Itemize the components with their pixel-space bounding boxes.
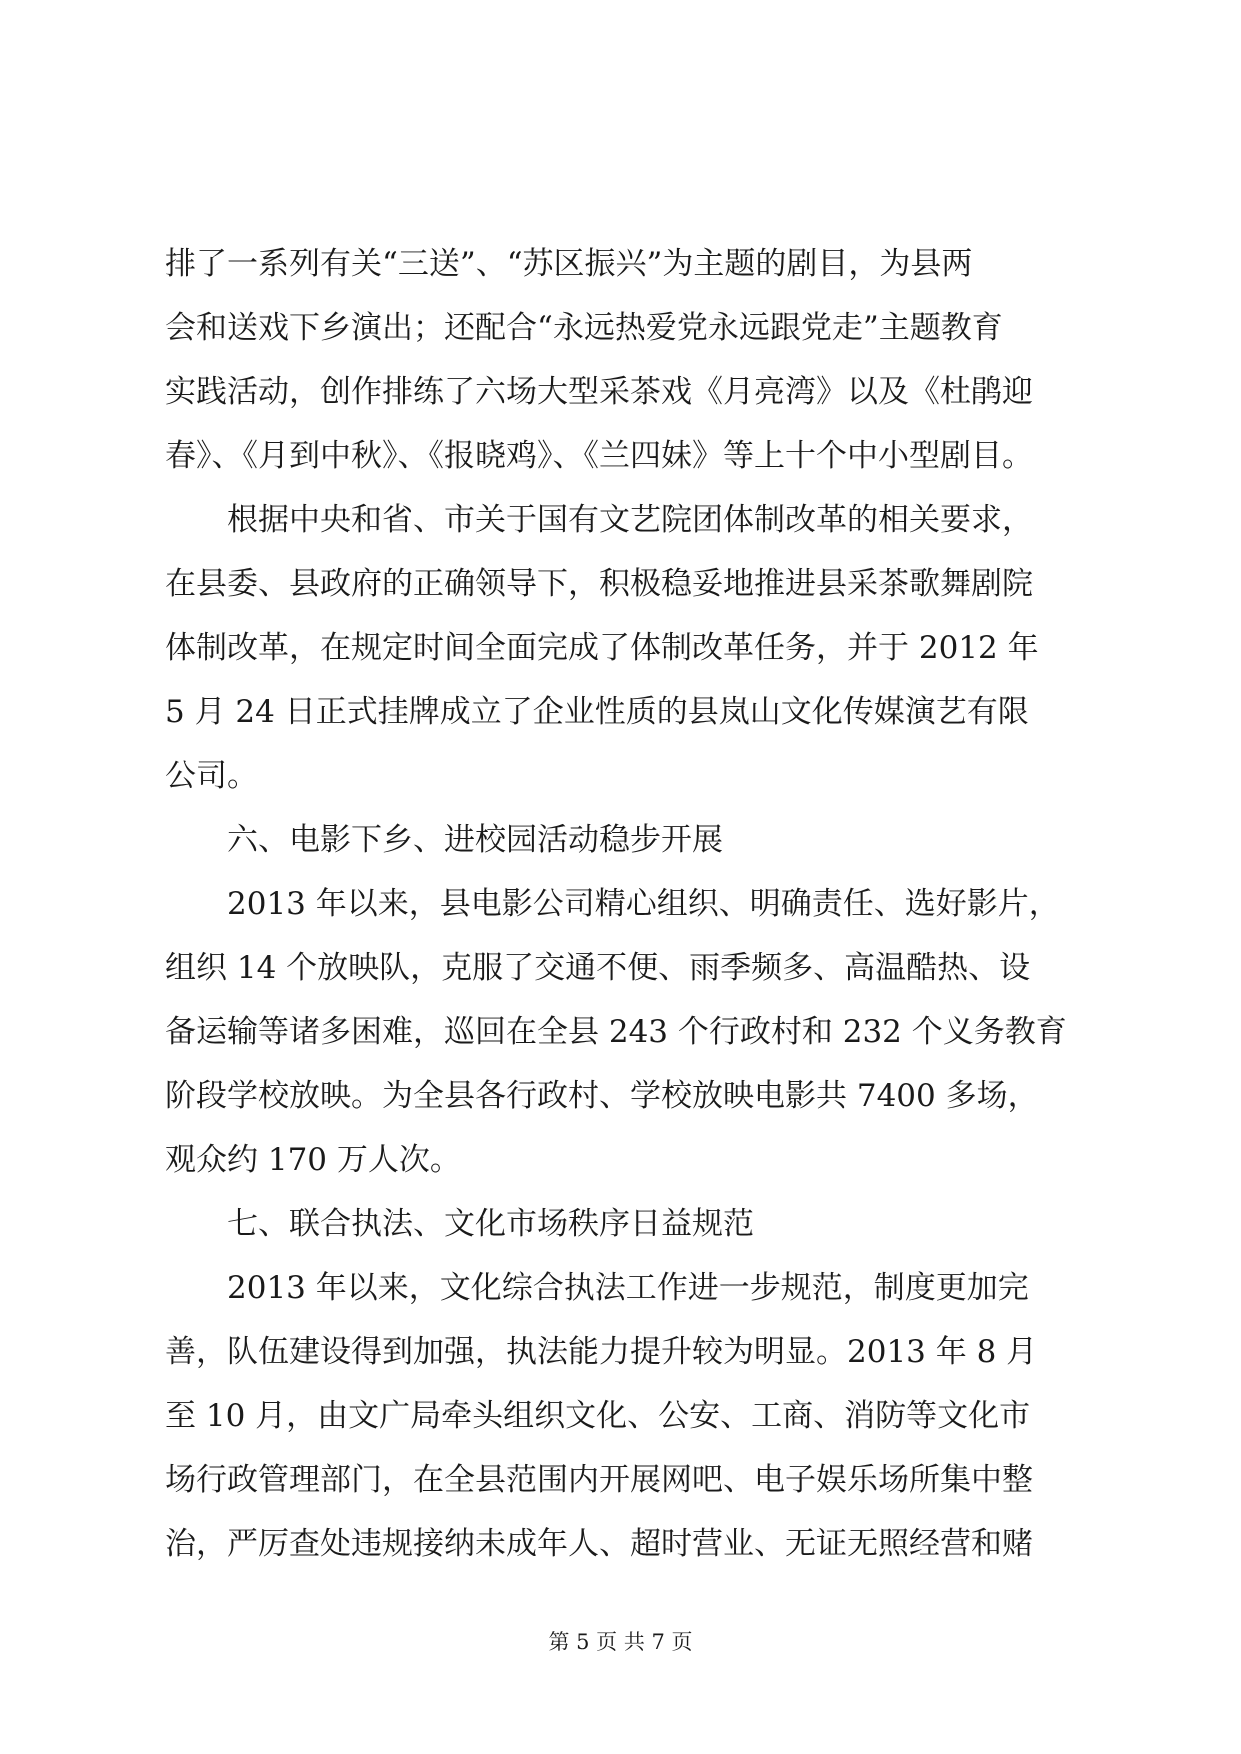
- body-text: [165, 232, 1085, 1576]
- text-line: 在县委、县政府的正确领导下，积极稳妥地推进县采茶歌舞剧院: [165, 566, 1033, 602]
- section-heading: 六、电影下乡、进校园活动稳步开展: [165, 822, 723, 858]
- page-footer: [0, 1627, 1241, 1657]
- text-line: 根据中央和省、市关于国有文艺院团体制改革的相关要求，: [165, 502, 1033, 538]
- text-line: 至 10 月，由文广局牵头组织文化、公安、工商、消防等文化市: [165, 1398, 1031, 1434]
- text-line: 公司。: [165, 758, 258, 794]
- text-line: 善，队伍建设得到加强，执法能力提升较为明显。2013 年 8 月: [165, 1334, 1038, 1370]
- page-number: 第 5 页 共 7 页: [548, 1630, 693, 1654]
- text-line: 会和送戏下乡演出；还配合“永远热爱党永远跟党走”主题教育: [165, 310, 1003, 346]
- text-line: 组织 14 个放映队，克服了交通不便、雨季频多、高温酷热、设: [165, 950, 1031, 986]
- text-line: 观众约 170 万人次。: [165, 1142, 461, 1178]
- text-line: 排了一系列有关“三送”、“苏区振兴”为主题的剧目，为县两: [165, 246, 973, 282]
- text-line: 2013 年以来，县电影公司精心组织、明确责任、选好影片，: [165, 886, 1060, 922]
- text-line: 体制改革，在规定时间全面完成了体制改革任务，并于 2012 年: [165, 630, 1039, 666]
- text-line: 备运输等诸多困难，巡回在全县 243 个行政村和 232 个义务教育: [165, 1014, 1067, 1050]
- text-line: 实践活动，创作排练了六场大型采茶戏《月亮湾》以及《杜鹃迎: [165, 374, 1033, 410]
- text-line: 场行政管理部门，在全县范围内开展网吧、电子娱乐场所集中整: [165, 1462, 1033, 1498]
- text-line: 5 月 24 日正式挂牌成立了企业性质的县岚山文化传媒演艺有限: [165, 694, 1029, 730]
- text-line: 2013 年以来，文化综合执法工作进一步规范，制度更加完: [165, 1270, 1029, 1306]
- text-line: 春》、《月到中秋》、《报晓鸡》、《兰四妹》等上十个中小型剧目。: [165, 438, 1033, 474]
- text-line: 治，严厉查处违规接纳未成年人、超时营业、无证无照经营和赌: [165, 1526, 1033, 1562]
- text-line: 阶段学校放映。为全县各行政村、学校放映电影共 7400 多场，: [165, 1078, 1039, 1114]
- section-heading: 七、联合执法、文化市场秩序日益规范: [165, 1206, 754, 1242]
